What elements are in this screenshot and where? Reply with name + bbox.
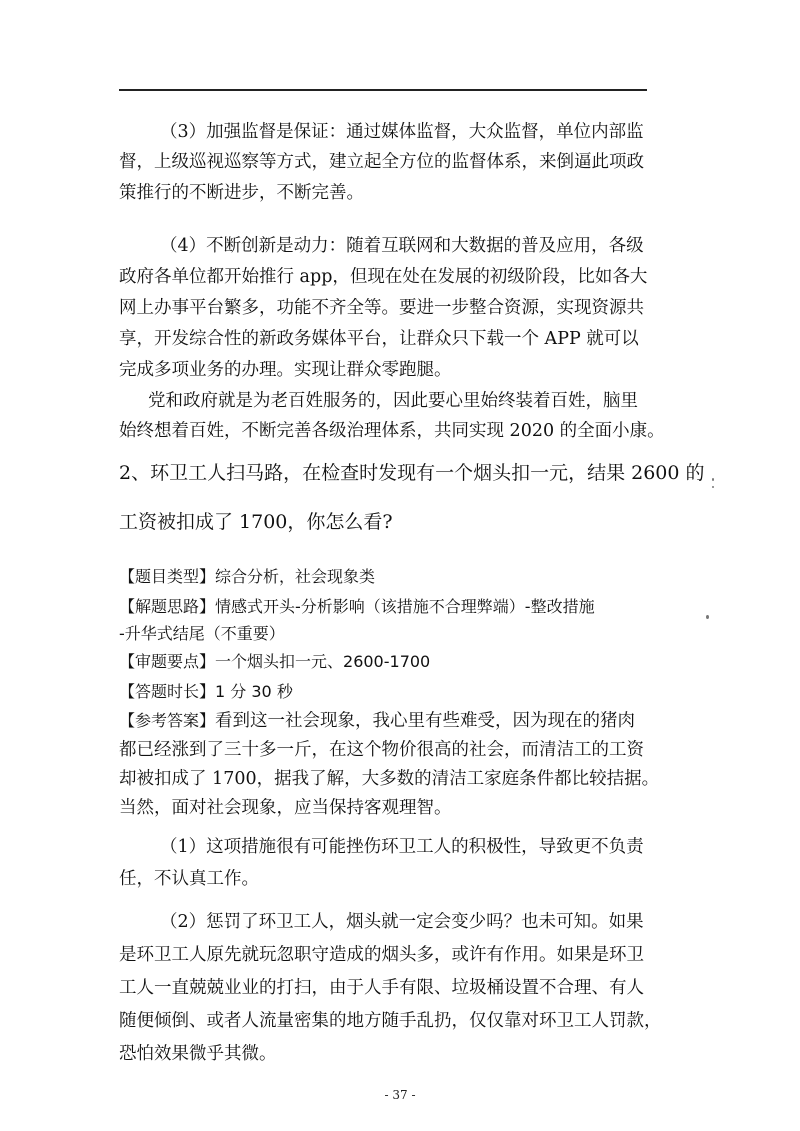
scan-speck <box>712 478 714 481</box>
header-rule <box>119 89 647 91</box>
text-line: 始终想着百姓，不断完善各级治理体系，共同实现 2020 的全面小康。 <box>119 421 665 441</box>
meta-text: 1 分 30 秒 <box>215 682 293 701</box>
answer-line: 工人一直兢兢业业的打扫，由于人手有限、垃圾桶设置不合理、有人 <box>119 978 644 998</box>
text-line: 策推行的不断进步，不断完善。 <box>119 183 364 203</box>
text-line: 督，上级巡视巡察等方式，建立起全方位的监督体系，来倒逼此项政 <box>119 152 644 172</box>
question-line: 2、环卫工人扫马路，在检查时发现有一个烟头扣一元，结果 2600 的 <box>119 462 705 484</box>
meta-row <box>119 682 659 702</box>
meta-text: 综合分析，社会现象类 <box>215 567 376 586</box>
meta-label: 【解题思路】 <box>119 597 216 616</box>
answer-line: 恐怕效果微乎其微。 <box>119 1044 277 1064</box>
answer-line: 却被扣成了 1700，据我了解，大多数的清洁工家庭条件都比较拮据。 <box>119 769 660 789</box>
meta-text: -升华式结尾（不重要） <box>119 624 285 643</box>
meta-row <box>119 652 659 672</box>
meta-label: 【审题要点】 <box>119 652 216 671</box>
answer-line: 当然，面对社会现象，应当保持客观理智。 <box>119 798 452 818</box>
answer-line: 随便倾倒、或者人流量密集的地方随手乱扔，仅仅靠对环卫工人罚款， <box>119 1011 662 1031</box>
meta-label: 【参考答案】 <box>119 711 216 730</box>
text-line: （3）加强监督是保证：通过媒体监督，大众监督，单位内部监 <box>160 122 644 142</box>
answer-line: 都已经涨到了三十多一斤，在这个物价很高的社会，而清洁工的工资 <box>119 740 644 760</box>
answer-line: （1）这项措施很有可能挫伤环卫工人的积极性，导致更不负责 <box>160 837 644 857</box>
meta-label: 【答题时长】 <box>119 682 216 701</box>
scan-speck <box>706 615 709 619</box>
meta-label: 【题目类型】 <box>119 567 216 586</box>
meta-row <box>119 567 659 587</box>
text-line: 政府各单位都开始推行 app，但现在处在发展的初级阶段，比如各大 <box>119 267 648 287</box>
meta-row <box>119 597 659 617</box>
answer-line: （2）惩罚了环卫工人，烟头就一定会变少吗？也未可知。如果 <box>160 912 644 932</box>
text-line: 享，开发综合性的新政务媒体平台，让群众只下载一个 APP 就可以 <box>119 329 639 349</box>
question-line: 工资被扣成了 1700，你怎么看? <box>119 511 393 533</box>
text-line: （4）不断创新是动力：随着互联网和大数据的普及应用，各级 <box>160 236 644 256</box>
page-number: - 37 - <box>384 1088 416 1102</box>
answer-line: 任，不认真工作。 <box>119 869 259 889</box>
answer-line: 是环卫工人原先就玩忽职守造成的烟头多，或许有作用。如果是环卫 <box>119 945 644 965</box>
meta-row <box>119 624 659 644</box>
scan-speck <box>712 486 714 488</box>
text-line: 完成多项业务的办理。实现让群众零跑腿。 <box>119 360 452 380</box>
text-line: 网上办事平台繁多，功能不齐全等。要进一步整合资源，实现资源共 <box>119 298 644 318</box>
meta-text: 看到这一社会现象，我心里有些难受，因为现在的猪肉 <box>215 711 636 731</box>
meta-text: 情感式开头-分析影响（该措施不合理弊端）-整改措施 <box>215 597 595 616</box>
meta-text: 一个烟头扣一元、2600-1700 <box>215 652 431 671</box>
text-line: 党和政府就是为老百姓服务的，因此要心里始终装着百姓，脑里 <box>148 391 638 411</box>
meta-row <box>119 711 659 731</box>
